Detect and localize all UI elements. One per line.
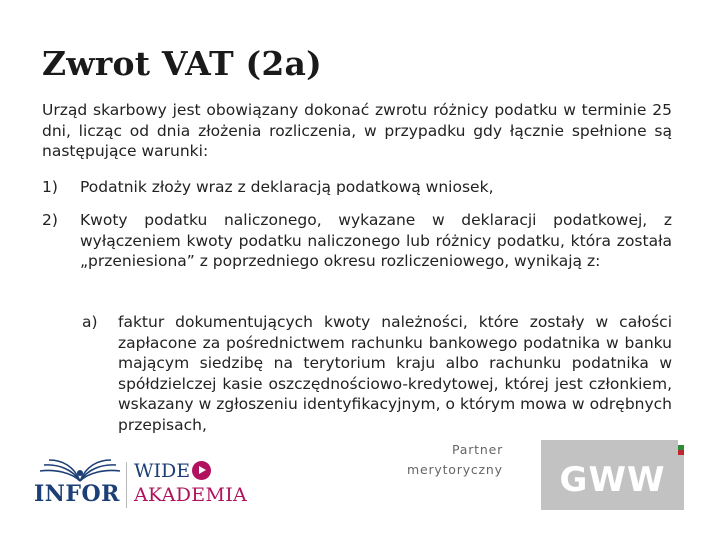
infor-wordmark: INFOR bbox=[34, 481, 120, 507]
infor-logo bbox=[34, 457, 126, 509]
slide-title: Zwrot VAT (2a) bbox=[42, 44, 322, 83]
list-marker: 1) bbox=[42, 178, 58, 196]
sublist-item-a bbox=[82, 312, 672, 435]
gww-wordmark: GWW bbox=[559, 460, 666, 500]
sublist-text: faktur dokumentujących kwoty należności, które zostały w całości zapłacone za pośrednictwem rachunku bankowego podatnika w banku mającym siedzibę na terytorium kraju albo rachunku podatnika w spółdzielczej kasie oszczędnościowo-kredytowej, której jest członkiem, wskazany w zgłoszeniu identyfikacyjnym, o którym mowa w odrębnych przepisach, bbox=[118, 313, 672, 434]
wide-akademia-logo bbox=[134, 460, 248, 510]
intro-paragraph: Urząd skarbowy jest obowiązany dokonać zwrotu różnicy podatku w terminie 25 dni, licząc od dnia złożenia rozliczenia, w przypadku gdy łącznie spełnione są następujące warunki: bbox=[42, 101, 672, 160]
akademia-wordmark: AKADEMIA bbox=[134, 484, 248, 506]
logo-divider bbox=[126, 462, 127, 508]
list-text: Kwoty podatku naliczonego, wykazane w deklaracji podatkowej, z wyłączeniem kwoty podatku naliczonego lub różnicy podatku, która została „przeniesiona” z poprzedniego okresu rozliczeniowego, wynikają z: bbox=[80, 211, 672, 270]
sublist-marker: a) bbox=[82, 313, 98, 331]
gww-logo bbox=[541, 440, 684, 510]
book-icon bbox=[34, 457, 126, 483]
gww-stripe-red bbox=[678, 450, 684, 455]
list-text: Podatnik złoży wraz z deklaracją podatkową wniosek, bbox=[80, 178, 494, 196]
partner-line-2: merytoryczny bbox=[407, 462, 503, 477]
partner-line-1: Partner bbox=[452, 442, 504, 457]
list-item-1 bbox=[42, 177, 672, 198]
list-item-2 bbox=[42, 210, 672, 272]
wide-wordmark: WIDE bbox=[134, 460, 191, 482]
partner-caption bbox=[405, 440, 515, 480]
play-icon bbox=[192, 461, 211, 480]
list-marker: 2) bbox=[42, 211, 58, 229]
